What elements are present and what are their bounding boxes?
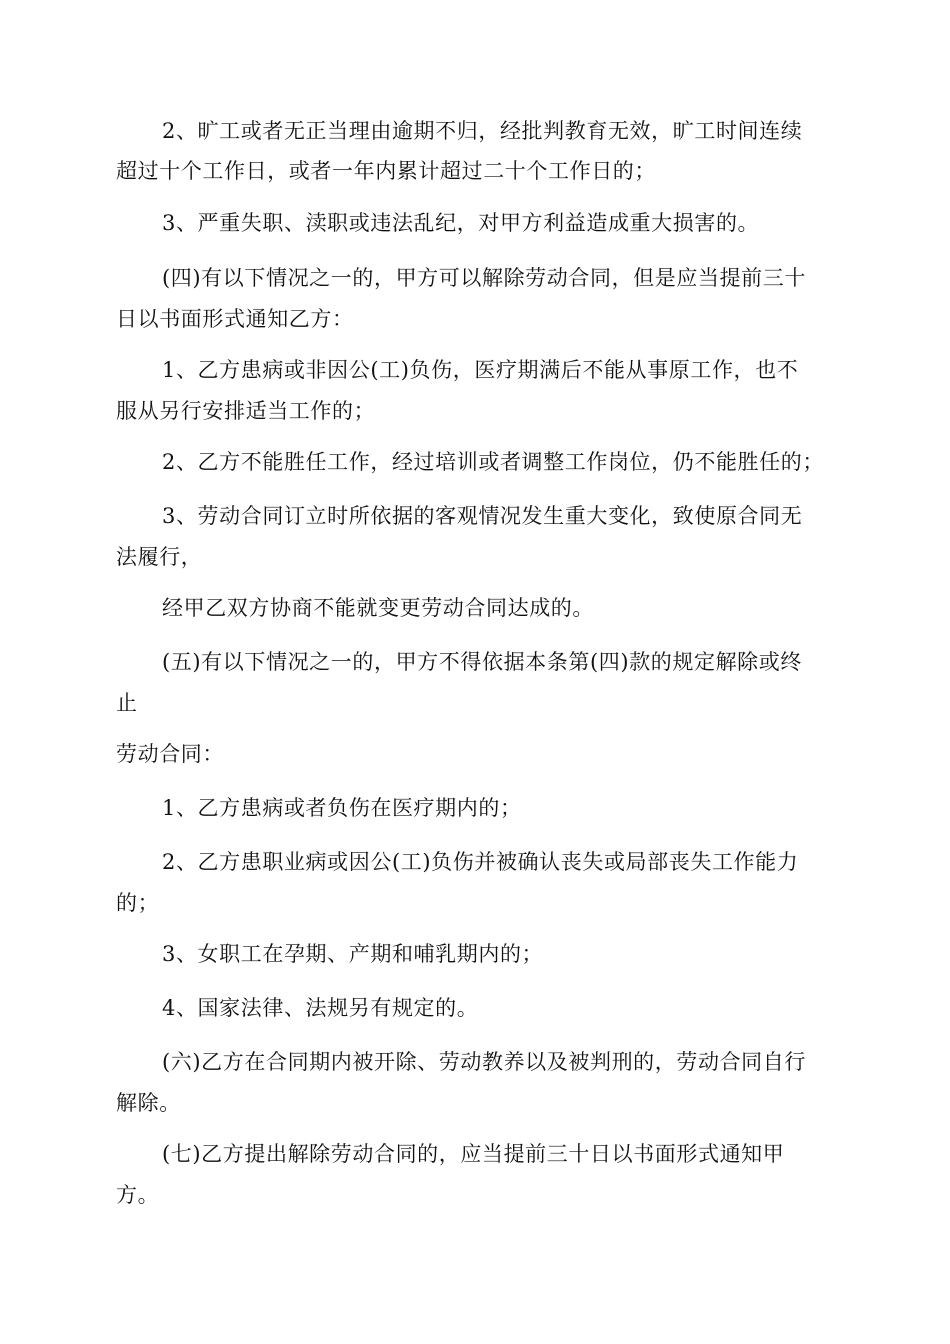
text-line: 的； bbox=[116, 891, 160, 915]
text-line: 1、乙方患病或非因公(工)负伤，医疗期满后不能从事原工作，也不 bbox=[162, 358, 799, 382]
text-line: 法履行， bbox=[116, 545, 203, 569]
text-line: 超过十个工作日，或者一年内累计超过二十个工作日的； bbox=[116, 159, 656, 183]
text-line: (七)乙方提出解除劳动合同的，应当提前三十日以书面形式通知甲 bbox=[162, 1142, 785, 1166]
text-line: (六)乙方在合同期内被开除、劳动教养以及被判刑的，劳动合同自行 bbox=[162, 1050, 806, 1074]
text-line: 止 bbox=[116, 691, 138, 715]
text-line: 3、女职工在孕期、产期和哺乳期内的； bbox=[162, 942, 544, 966]
text-line: 方。 bbox=[116, 1183, 160, 1207]
text-line: 1、乙方患病或者负伤在医疗期内的； bbox=[162, 796, 522, 820]
text-line: 劳动合同： bbox=[116, 742, 224, 766]
text-line: 4、国家法律、法规另有规定的。 bbox=[162, 996, 479, 1020]
text-line: (五)有以下情况之一的，甲方不得依据本条第(四)款的规定解除或终 bbox=[162, 650, 802, 674]
text-line: 经甲乙双方协商不能就变更劳动合同达成的。 bbox=[162, 596, 594, 620]
text-line: 服从另行安排适当工作的； bbox=[116, 399, 376, 423]
text-line: 3、劳动合同订立时所依据的客观情况发生重大变化，致使原合同无 bbox=[162, 504, 803, 528]
text-line: 3、严重失职、渎职或违法乱纪，对甲方利益造成重大损害的。 bbox=[162, 211, 760, 235]
text-line: 解除。 bbox=[116, 1091, 181, 1115]
text-line: (四)有以下情况之一的，甲方可以解除劳动合同，但是应当提前三十 bbox=[162, 266, 806, 290]
text-line: 日以书面形式通知乙方： bbox=[116, 307, 354, 331]
text-line: 2、乙方患职业病或因公(工)负伤并被确认丧失或局部丧失工作能力 bbox=[162, 850, 799, 874]
text-line: 2、旷工或者无正当理由逾期不归，经批判教育无效，旷工时间连续 bbox=[162, 119, 803, 143]
text-line: 2、乙方不能胜任工作，经过培训或者调整工作岗位，仍不能胜任的； bbox=[162, 450, 824, 474]
